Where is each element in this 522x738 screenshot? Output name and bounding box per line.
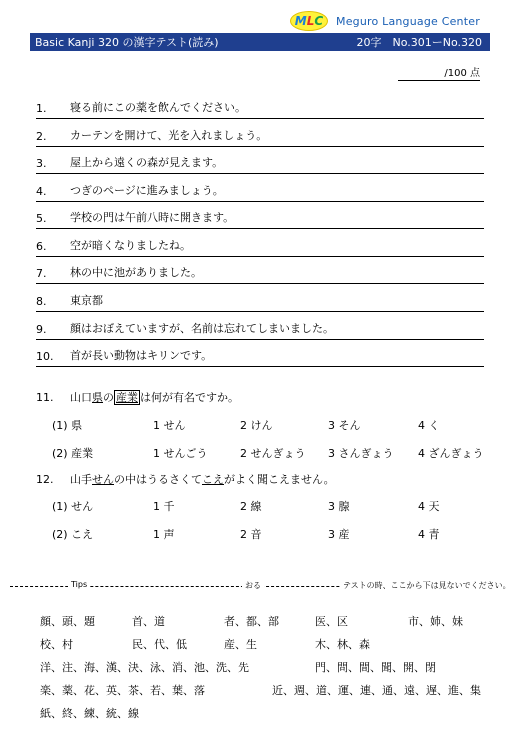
q12-target-koe: こえ [202,473,224,486]
question-number: 3. [36,157,47,170]
tips-label: Tips [68,580,90,589]
q11-option-row-2 [46,445,486,461]
no-peek-note: テストの時、ここから下は見ないでください。 [340,580,514,591]
brand-header [290,10,480,32]
q11-text-part: は何が有名ですか。 [140,391,239,404]
question-number: 8. [36,295,47,308]
tips-group: 洋、注、海、漢、決、泳、消、池、洗、先 [40,661,249,674]
option-label: (2) こえ [52,528,94,541]
tips-group: 民、代、低 [132,638,187,651]
option-2[interactable]: 2 線 [240,500,262,513]
option-3[interactable]: 3 そん [328,419,361,432]
tips-group: 近、週、道、運、連、通、遠、遅、進、集 [272,684,481,697]
question-text: 林の中に池がありました。 [70,266,202,279]
logo-letter-l: L [306,14,315,28]
q11-target-ken: 県 [92,391,103,404]
tips-group: 木、林、森 [315,638,370,651]
question-text: 寝る前にこの薬を飲んでください。 [70,101,246,114]
question-number: 7. [36,267,47,280]
option-1[interactable]: 1 せんごう [153,447,208,460]
question-row [36,120,484,147]
question-row [36,257,484,284]
question-row [36,92,484,119]
option-1[interactable]: 1 せん [153,419,186,432]
question-11 [36,389,239,405]
question-12 [36,471,335,487]
logo-letter-m: M [294,14,307,28]
question-number: 5. [36,212,47,225]
mlc-logo [290,11,328,31]
tips-group: 産、生 [224,638,257,651]
tips-group: 者、都、部 [224,615,279,628]
question-row [36,175,484,202]
tips-divider [10,580,511,592]
option-2[interactable]: 2 けん [240,419,273,432]
q11-text-part: 山口 [70,391,92,404]
option-3[interactable]: 3 さんぎょう [328,447,394,460]
option-3[interactable]: 3 腺 [328,500,350,513]
tips-group: 紙、終、練、統、線 [40,707,139,720]
question-number: 9. [36,323,47,336]
q11-target-sangyou: 産業 [116,391,138,404]
question-number: 6. [36,240,47,253]
center-name: Meguro Language Center [336,14,480,28]
option-4[interactable]: 4 く [418,419,440,432]
option-3[interactable]: 3 産 [328,528,350,541]
question-number: 10. [36,350,54,363]
question-number: 12. [36,473,54,486]
question-text: 屋上から遠くの森が見えます。 [70,156,224,169]
q12-option-row-2 [46,526,486,542]
option-4[interactable]: 4 ざんぎょう [418,447,484,460]
question-row [36,147,484,174]
question-row [36,202,484,229]
tips-group: 市、姉、妹 [408,615,463,628]
q12-text-part: がよく聞こえません。 [224,473,335,486]
tips-group: 楽、薬、花、英、茶、若、葉、落 [40,684,205,697]
question-number: 11. [36,391,54,404]
test-title: Basic Kanji 320 の漢字テスト(読み) [35,36,219,49]
title-bar [30,33,490,51]
question-number: 4. [36,185,47,198]
tips-group: 医、区 [315,615,348,628]
question-text: つぎのページに進みましょう。 [70,184,224,197]
option-label: (1) せん [52,500,94,513]
q11-option-row-1 [46,417,486,433]
question-text: 顔はおぼえていますが、名前は忘れてしまいました。 [70,322,334,335]
question-row [36,340,484,367]
question-row [36,230,484,257]
logo-letter-c: C [314,14,324,28]
test-range: 20字 No.301ーNo.320 [356,36,482,49]
question-row [36,313,484,340]
q12-target-sen: せん [92,473,114,486]
option-4[interactable]: 4 青 [418,528,440,541]
option-2[interactable]: 2 音 [240,528,262,541]
fold-label: おる [242,580,264,591]
question-text: 東京都 [70,294,103,307]
q12-text-part: の中はうるさくて [114,473,202,486]
score-field: /100 点 [398,64,480,81]
question-row [36,285,484,312]
option-1[interactable]: 1 千 [153,500,175,513]
option-label: (1) 県 [52,419,83,432]
question-text: 学校の門は午前八時に開きます。 [70,211,235,224]
q11-text-part: の [103,391,114,404]
option-2[interactable]: 2 せんぎょう [240,447,306,460]
option-4[interactable]: 4 天 [418,500,440,513]
question-text: カーテンを開けて、光を入れましょう。 [70,129,268,142]
question-number: 2. [36,130,47,143]
tips-group: 門、問、間、聞、開、閉 [315,661,436,674]
q12-option-row-1 [46,498,486,514]
question-text: 空が暗くなりましたね。 [70,239,191,252]
option-label: (2) 産業 [52,447,94,460]
tips-group: 顔、頭、題 [40,615,95,628]
tips-group: 首、道 [132,615,165,628]
question-number: 1. [36,102,47,115]
q12-text-part: 山手 [70,473,92,486]
tips-group: 校、村 [40,638,73,651]
option-1[interactable]: 1 声 [153,528,175,541]
question-text: 首が長い動物はキリンです。 [70,349,213,362]
